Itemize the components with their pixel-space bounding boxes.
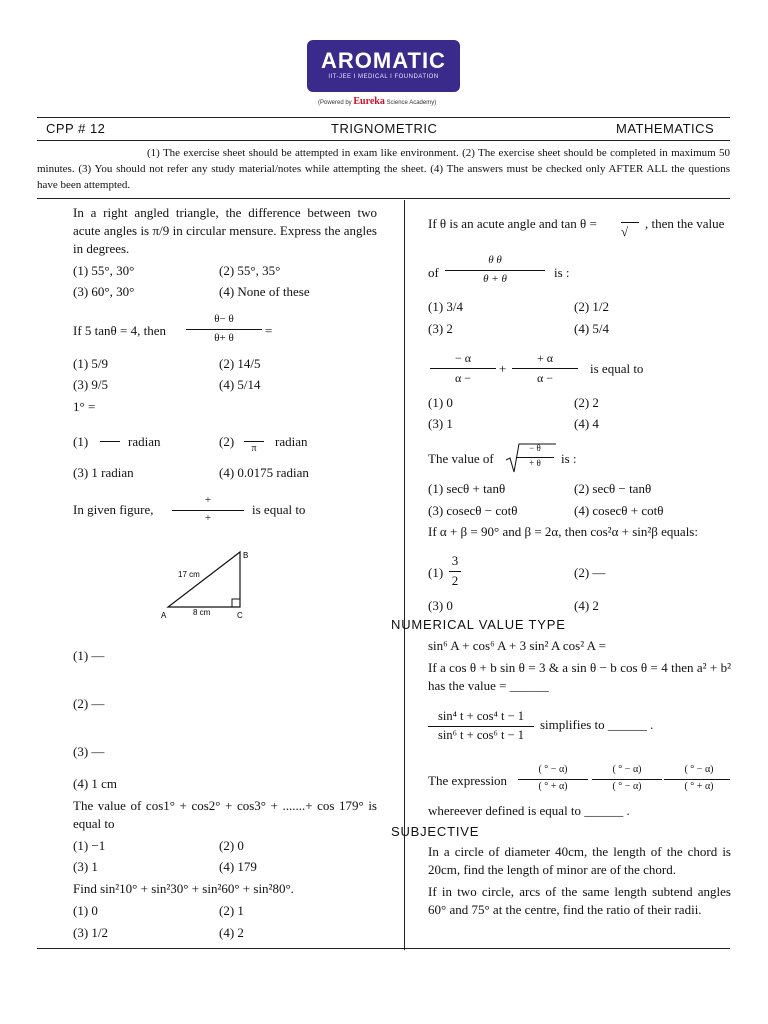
q2-prefix: If 5 tanθ = 4, then (73, 323, 166, 338)
q5-option-3: (3) 1 (73, 859, 98, 874)
q10-text: If α + β = 90° and β = 2α, then cos²α + sin²β equals: (428, 524, 698, 539)
q2-numerator: θ− θ (214, 313, 234, 325)
logo-text: AROMATIC (321, 48, 446, 73)
q3-option-1: (1) (73, 434, 89, 449)
q9-prefix: The value of (428, 451, 494, 466)
sqrt-icon: √ (621, 224, 629, 239)
q6-option-2: (2) 1 (219, 903, 244, 918)
q3-option-2-unit: radian (275, 434, 308, 449)
q4-option-2: (2) — (73, 696, 105, 711)
base-label: 8 cm (193, 608, 211, 617)
q7-option-2: (2) 1/2 (574, 299, 610, 314)
q4-fraction-bar (172, 510, 244, 511)
q8-f1-numerator: − α (454, 351, 472, 365)
q9-option-1: (1) secθ + tanθ (428, 481, 506, 496)
q9-denominator: + θ (529, 458, 541, 468)
footer-rule (37, 948, 730, 949)
instructions-rule (37, 198, 730, 199)
q9-numerator: − θ (529, 443, 541, 453)
logo-subtitle: IIT-JEE I MEDICAL I FOUNDATION (328, 74, 439, 80)
cpp-number: CPP # 12 (46, 121, 106, 136)
q1-option-1: (1) 55°, 30° (73, 263, 135, 278)
numerical-q3-bar (428, 726, 534, 727)
q7-option-1: (1) 3/4 (428, 299, 464, 314)
q10-option-2: (2) — (574, 565, 606, 580)
q9-suffix: is : (561, 451, 577, 466)
q6-option-4: (4) 2 (219, 925, 244, 940)
numerical-q4-f2-bar (592, 779, 662, 780)
vertex-c-label: C (237, 611, 243, 620)
q5-option-1: (1) −1 (73, 838, 106, 853)
numerical-q4-f1-num: ( ° − α) (538, 764, 568, 775)
q4-option-3: (3) — (73, 744, 105, 759)
subjective-section-title: SUBJECTIVE (391, 824, 480, 839)
numerical-q4-f3-bar (664, 779, 730, 780)
q4-option-1: (1) — (73, 648, 105, 663)
instructions: (1) The exercise sheet should be attempted in exam like environment. (2) The exercise sheet should be completed in maximum 50 minutes. (3) You should not refer any study material/notes while attempting the sheet. (4) The answers must be checked only AFTER ALL the questions have been attempted. (37, 147, 730, 191)
q4-suffix: is equal to (252, 502, 306, 517)
q10-option-1-den: 2 (451, 573, 459, 588)
numerical-q4-f2-den: ( ° − α) (612, 781, 642, 792)
numerical-q3-suffix: simplifies to ______ . (540, 717, 654, 732)
q6-text: Find sin²10° + sin²30° + sin²60° + sin²80°. (73, 881, 294, 896)
numerical-q3-denominator: sin⁶ t + cos⁶ t − 1 (437, 728, 524, 742)
q8-option-3: (3) 1 (428, 416, 453, 431)
numerical-q3-numerator: sin⁴ t + cos⁴ t − 1 (437, 709, 524, 723)
subject-title: MATHEMATICS (616, 121, 715, 136)
q3-option-1-unit: radian (128, 434, 161, 449)
q8-option-2: (2) 2 (574, 395, 599, 410)
vertex-a-label: A (161, 611, 167, 620)
vertex-b-label: B (243, 551, 249, 560)
eureka-brand: Eureka (353, 96, 385, 107)
numerical-q4-suffix: whereever defined is equal to ______ . (428, 803, 630, 818)
numerical-q4-f1-den: ( ° + α) (538, 781, 568, 792)
q7-of: of (428, 265, 439, 280)
q6-option-1: (1) 0 (73, 903, 98, 918)
q4-option-4: (4) 1 cm (73, 776, 118, 791)
q3-text: 1° = (73, 399, 96, 414)
q8-f2-bar (512, 368, 578, 369)
q5-option-4: (4) 179 (219, 859, 257, 874)
q2-option-4: (4) 5/14 (219, 377, 261, 392)
header-top-rule (37, 117, 730, 118)
q3-option-1-bar (100, 441, 120, 442)
numerical-section-title: NUMERICAL VALUE TYPE (391, 617, 566, 632)
q2-equals: = (265, 323, 273, 338)
numerical-q1: sin⁶ A + cos⁶ A + 3 sin² A cos² A = (428, 638, 606, 653)
q10-option-4: (4) 2 (574, 598, 599, 613)
q8-option-4: (4) 4 (574, 416, 599, 431)
subjective-q1: In a circle of diameter 40cm, the length of the chord is 20cm, find the length of minor are of the chord. (428, 844, 731, 877)
q1-option-4: (4) None of these (219, 284, 310, 299)
q6-option-3: (3) 1/2 (73, 925, 109, 940)
q2-denominator: θ+ θ (214, 332, 234, 344)
q9-option-2: (2) secθ − tanθ (574, 481, 652, 496)
right-triangle-figure (160, 545, 260, 623)
q9-option-3: (3) cosecθ − cotθ (428, 503, 518, 518)
numerical-q4-f3-num: ( ° − α) (684, 764, 714, 775)
q7-option-3: (3) 2 (428, 321, 453, 336)
q3-option-2-bar (244, 441, 264, 442)
q2-option-3: (3) 9/5 (73, 377, 109, 392)
q4-numerator: + (204, 494, 212, 506)
q3-option-2-den: π (251, 443, 257, 454)
q7-prefix: If θ is an acute angle and tan θ = (428, 216, 597, 231)
triangle-shape (168, 552, 240, 607)
q7-option-4: (4) 5/4 (574, 321, 610, 336)
q8-plus: + (499, 361, 507, 376)
q2-option-2: (2) 14/5 (219, 356, 261, 371)
topic-title: TRIGNOMETRIC (331, 121, 438, 136)
q8-f1-denominator: α − (454, 371, 472, 385)
q4-denominator: + (204, 512, 212, 524)
numerical-q4-f1-bar (518, 779, 588, 780)
q8-f1-bar (430, 368, 496, 369)
q5-option-2: (2) 0 (219, 838, 244, 853)
q7-tan-fraction-bar (621, 222, 639, 223)
q7-numerator: θ θ (488, 254, 502, 266)
q7-fraction-bar (445, 270, 545, 271)
q3-option-2: (2) (219, 434, 235, 449)
numerical-q4-f2-num: ( ° − α) (612, 764, 642, 775)
q10-option-1-num: 3 (451, 553, 459, 568)
subjective-q2: If in two circle, arcs of the same length subtend angles 60° and 75° at the centre, find the ratio of their radii. (428, 884, 731, 917)
right-angle-marker (232, 599, 240, 607)
q3-option-4: (4) 0.0175 radian (219, 465, 309, 480)
q7-denominator: θ + θ (483, 273, 507, 285)
numerical-q2: If a cos θ + b sin θ = 3 & a sin θ − b cos θ = 4 then a² + b² has the value = ______ (428, 660, 731, 693)
q1-text: In a right angled triangle, the difference between two acute angles is π/9 in circular mensure. Express the angles in degrees. (73, 205, 377, 256)
q3-option-3: (3) 1 radian (73, 465, 134, 480)
hypotenuse-label: 17 cm (178, 570, 200, 579)
q8-f2-denominator: α − (536, 371, 554, 385)
numerical-q4-prefix: The expression (428, 773, 508, 788)
q1-option-3: (3) 60°, 30° (73, 284, 135, 299)
q8-option-1: (1) 0 (428, 395, 453, 410)
q8-f2-numerator: + α (536, 351, 554, 365)
q10-option-1-bar (449, 571, 461, 572)
q4-prefix: In given figure, (73, 502, 154, 517)
powered-by: (Powered by Eureka Science Academy) (318, 96, 437, 107)
q5-text: The value of cos1° + cos2° + cos3° + .......+ cos 179° is equal to (73, 798, 377, 831)
q7-is: is : (554, 265, 570, 280)
q7-suffix: , then the value (645, 216, 725, 231)
q1-option-2: (2) 55°, 35° (219, 263, 281, 278)
header-bottom-rule (37, 140, 730, 141)
q2-fraction-bar (186, 329, 262, 330)
q9-option-4: (4) cosecθ + cotθ (574, 503, 664, 518)
q10-option-3: (3) 0 (428, 598, 453, 613)
q10-option-1: (1) (428, 565, 444, 580)
q8-suffix: is equal to (590, 361, 644, 376)
q2-option-1: (1) 5/9 (73, 356, 109, 371)
aromatic-logo (307, 40, 460, 92)
numerical-q4-f3-den: ( ° + α) (684, 781, 714, 792)
